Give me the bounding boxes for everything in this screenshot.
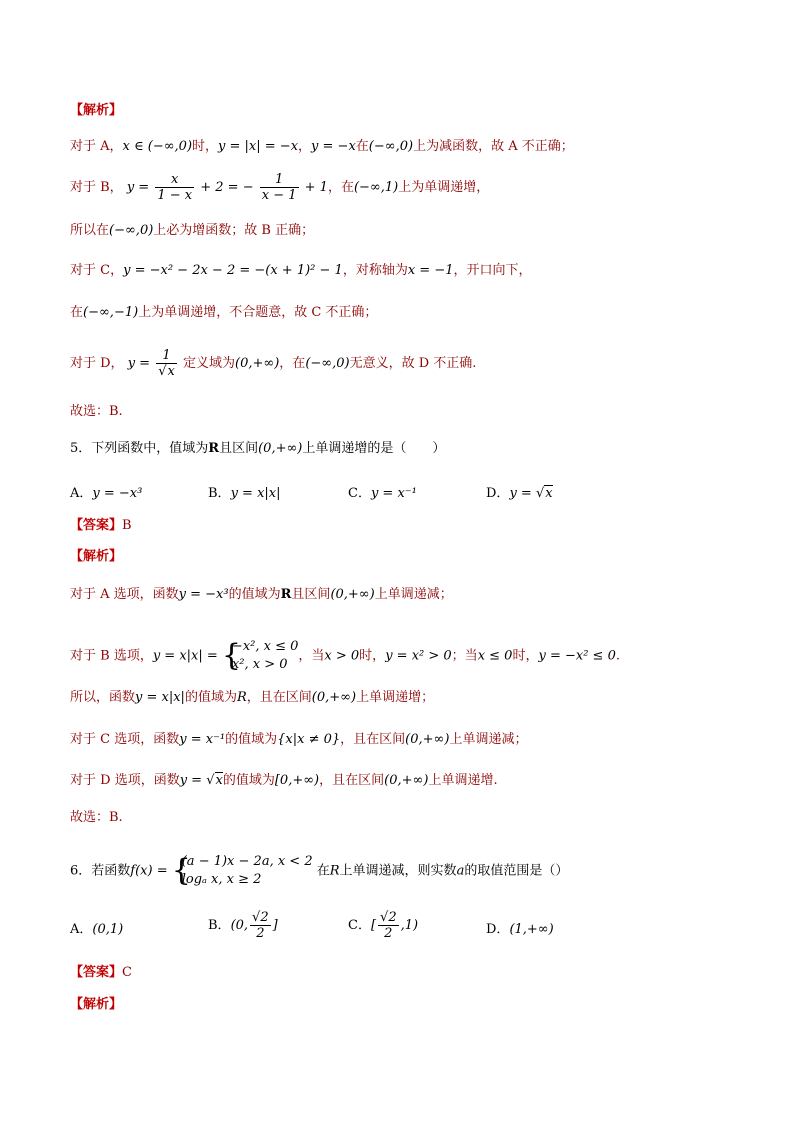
denominator: 2 — [384, 926, 393, 941]
q5-option-b-analysis — [70, 638, 620, 674]
text: 且区间 — [219, 441, 259, 456]
q5-option-a-analysis — [70, 586, 453, 604]
text: 时， — [359, 648, 386, 664]
piece-row: x², x > 0 — [231, 657, 288, 672]
math: (1,+∞) — [509, 922, 554, 937]
q5-final-answer: 故选：B. — [70, 810, 123, 825]
q5-stem — [70, 440, 445, 458]
denominator: 2 — [256, 926, 265, 941]
math: a — [456, 863, 465, 879]
answer-tag: 【答案】 — [70, 965, 123, 980]
math: R — [208, 441, 220, 456]
q4-final-answer: 故选：B. — [70, 404, 123, 419]
option-label: D． — [486, 486, 510, 501]
fraction — [378, 910, 399, 941]
text: 的值域为 — [222, 773, 275, 788]
text: 定义域为 — [183, 356, 236, 371]
math: y = — [126, 180, 150, 195]
q4-jiexi-tag: 【解析】 — [70, 103, 123, 118]
math: R — [280, 587, 292, 602]
math: x > 0 — [324, 648, 360, 664]
text: ，对称轴为 — [342, 263, 408, 278]
q6-jiexi-tag: 【解析】 — [70, 997, 123, 1012]
option-label: C． — [348, 918, 371, 933]
text: 对于 B 选项， — [70, 648, 153, 664]
math: + 2 = − — [200, 180, 254, 195]
math: x = −1 — [407, 263, 454, 278]
brace: { — [221, 638, 242, 673]
option-label: A． — [70, 486, 93, 501]
piecewise — [222, 638, 298, 674]
math: y = x⁻¹ — [370, 486, 417, 501]
text: 时， — [512, 648, 539, 664]
math: y = x|x| = — [152, 648, 218, 664]
option-label: C． — [348, 486, 371, 501]
math: (−∞,0) — [368, 139, 414, 154]
piece-row: (a − 1)x − 2a, x < 2 — [181, 854, 313, 869]
text: 的值域为 — [225, 732, 278, 747]
radicand: x — [167, 364, 175, 379]
math: y = −x — [311, 139, 356, 154]
text: . — [615, 648, 620, 664]
text: 的值域为 — [184, 690, 237, 705]
text: 对于 B， — [70, 180, 123, 195]
text: 6．若函数 — [70, 863, 131, 879]
piece-row: logₐ x, x ≥ 2 — [181, 872, 262, 887]
q4-option-b-conclusion — [70, 222, 314, 240]
math: y = x|x| — [230, 486, 281, 501]
q6-option-a — [70, 918, 123, 937]
text: 上必为增函数；故 B 正确； — [153, 223, 315, 238]
numerator: √2 — [252, 910, 269, 925]
text: ，当 — [298, 648, 325, 664]
math: (0,+∞) — [235, 356, 280, 371]
text: 的值域为 — [228, 587, 281, 602]
math: y = −x³ — [92, 486, 143, 501]
piecewise — [172, 853, 313, 889]
math: x ∈ (−∞,0) — [122, 139, 193, 154]
text: 上为减函数，故 A 不正确； — [413, 139, 574, 154]
answer-value: B — [122, 518, 132, 533]
q6-option-d — [486, 918, 554, 937]
math: (0,+∞) — [258, 441, 303, 456]
text: 上单调递增； — [356, 690, 435, 705]
text: 上为单调递增，不合题意，故 C 不正确； — [138, 305, 378, 320]
math: y = — [127, 356, 151, 371]
q5-option-b-conclusion — [70, 689, 434, 707]
option-label: B． — [208, 918, 231, 933]
denominator: √x — [158, 364, 175, 379]
math: (−∞,−1) — [83, 305, 139, 320]
text: 上单调递增. — [428, 773, 498, 788]
math: (0,+∞) — [384, 773, 429, 788]
fraction — [260, 172, 299, 203]
q6-option-b — [208, 910, 278, 941]
text: 上单调递增的是（ ） — [302, 441, 446, 456]
q4-option-a-analysis — [70, 138, 574, 156]
radicand: x — [215, 773, 223, 788]
text: 对于 D 选项，函数 — [70, 773, 180, 788]
math: x ≤ 0 — [477, 648, 513, 664]
q5-jiexi-tag: 【解析】 — [70, 549, 123, 564]
math: y = x|x| — [135, 690, 185, 705]
math: y = −x³ — [178, 587, 229, 602]
text: 所以在 — [70, 223, 110, 238]
text: ，且在区间 — [340, 732, 406, 747]
q4-option-d-analysis — [70, 348, 476, 379]
math: y = −x² ≤ 0 — [538, 648, 616, 664]
math: R — [236, 690, 247, 705]
option-label: A． — [70, 922, 93, 937]
text: 对于 D， — [70, 356, 124, 371]
answer-tag: 【答案】 — [70, 518, 123, 533]
q4-option-c-conclusion — [70, 304, 377, 322]
text: 上单调递减； — [374, 587, 453, 602]
text: ；当 — [451, 648, 478, 664]
q5-option-c — [348, 482, 417, 501]
math: y = −x² − 2x − 2 = −(x + 1)² − 1 — [123, 263, 343, 278]
text: 对于 A 选项，函数 — [70, 587, 179, 602]
denominator: x − 1 — [261, 188, 297, 203]
radicand: x — [545, 486, 553, 501]
q6-stem — [70, 853, 568, 889]
text: 上单调递减，则实数 — [339, 863, 457, 879]
numerator: √2 — [380, 910, 397, 925]
text: 无意义，故 D 不正确. — [349, 356, 477, 371]
text: 对于 C， — [70, 263, 124, 278]
math: ] — [272, 918, 278, 933]
text: 所以，函数 — [70, 690, 136, 705]
q5-option-d: D．y = √x — [486, 486, 553, 501]
text: ， — [298, 139, 312, 154]
math: y = |x| = −x — [218, 139, 299, 154]
q4-option-c-analysis — [70, 262, 532, 280]
text: ，且在区间 — [319, 773, 385, 788]
q5-option-b — [208, 482, 281, 501]
fraction — [156, 348, 177, 379]
q6-option-c — [348, 910, 418, 941]
text: 上单调递减； — [449, 732, 528, 747]
fraction — [250, 910, 271, 941]
text: 对于 C 选项，函数 — [70, 732, 180, 747]
math: (0,1) — [92, 922, 124, 937]
text: 在 — [70, 305, 84, 320]
math: y = x² > 0 — [385, 648, 452, 664]
math: [0,+∞) — [274, 773, 320, 788]
text: 时， — [192, 139, 219, 154]
text: ，在 — [327, 180, 354, 195]
text: 对于 A， — [70, 139, 123, 154]
option-label: B． — [208, 486, 231, 501]
text: 在 — [316, 863, 330, 879]
math: (−∞,0) — [305, 356, 350, 371]
math: f(x) = — [130, 863, 168, 879]
text: 且区间 — [291, 587, 331, 602]
math: {x|x ≠ 0} — [277, 732, 341, 747]
math: + 1 — [304, 180, 328, 195]
math: (0, — [230, 918, 249, 933]
text: ，开口向下， — [453, 263, 532, 278]
math: (0,+∞) — [405, 732, 450, 747]
text: ，且在区间 — [246, 690, 312, 705]
q5-option-d-analysis: 对于 D 选项，函数y = √x的值域为[0,+∞)，且在区间(0,+∞)上单调递增. — [70, 773, 498, 788]
math: R — [329, 863, 340, 879]
math: (−∞,0) — [109, 223, 154, 238]
math: (0,+∞) — [311, 690, 357, 705]
text: 在 — [355, 139, 369, 154]
q5-answer — [70, 517, 132, 535]
math: ,1) — [400, 918, 419, 933]
piece-row: −x², x ≤ 0 — [231, 639, 299, 654]
q5-option-c-analysis — [70, 731, 527, 749]
numerator: x — [155, 172, 194, 188]
fraction — [155, 172, 194, 203]
text: ，在 — [279, 356, 306, 371]
numerator: 1 — [156, 348, 177, 364]
option-label: D． — [486, 922, 510, 937]
text: 上为单调递增， — [398, 180, 490, 195]
math: [ — [370, 918, 377, 933]
text: 的取值范围是（） — [464, 863, 569, 879]
text: 5．下列函数中，值域为 — [70, 441, 209, 456]
answer-value: C — [122, 965, 132, 980]
q5-option-a — [70, 482, 142, 501]
denominator: 1 − x — [157, 188, 193, 203]
q6-answer — [70, 964, 132, 982]
numerator: 1 — [260, 172, 299, 188]
math: (0,+∞) — [330, 587, 375, 602]
math: (−∞,1) — [353, 180, 399, 195]
math: y = x⁻¹ — [179, 732, 226, 747]
math: y = — [179, 773, 203, 788]
brace: { — [171, 853, 191, 888]
math: y = — [509, 486, 532, 501]
q4-option-b-analysis — [70, 172, 489, 203]
